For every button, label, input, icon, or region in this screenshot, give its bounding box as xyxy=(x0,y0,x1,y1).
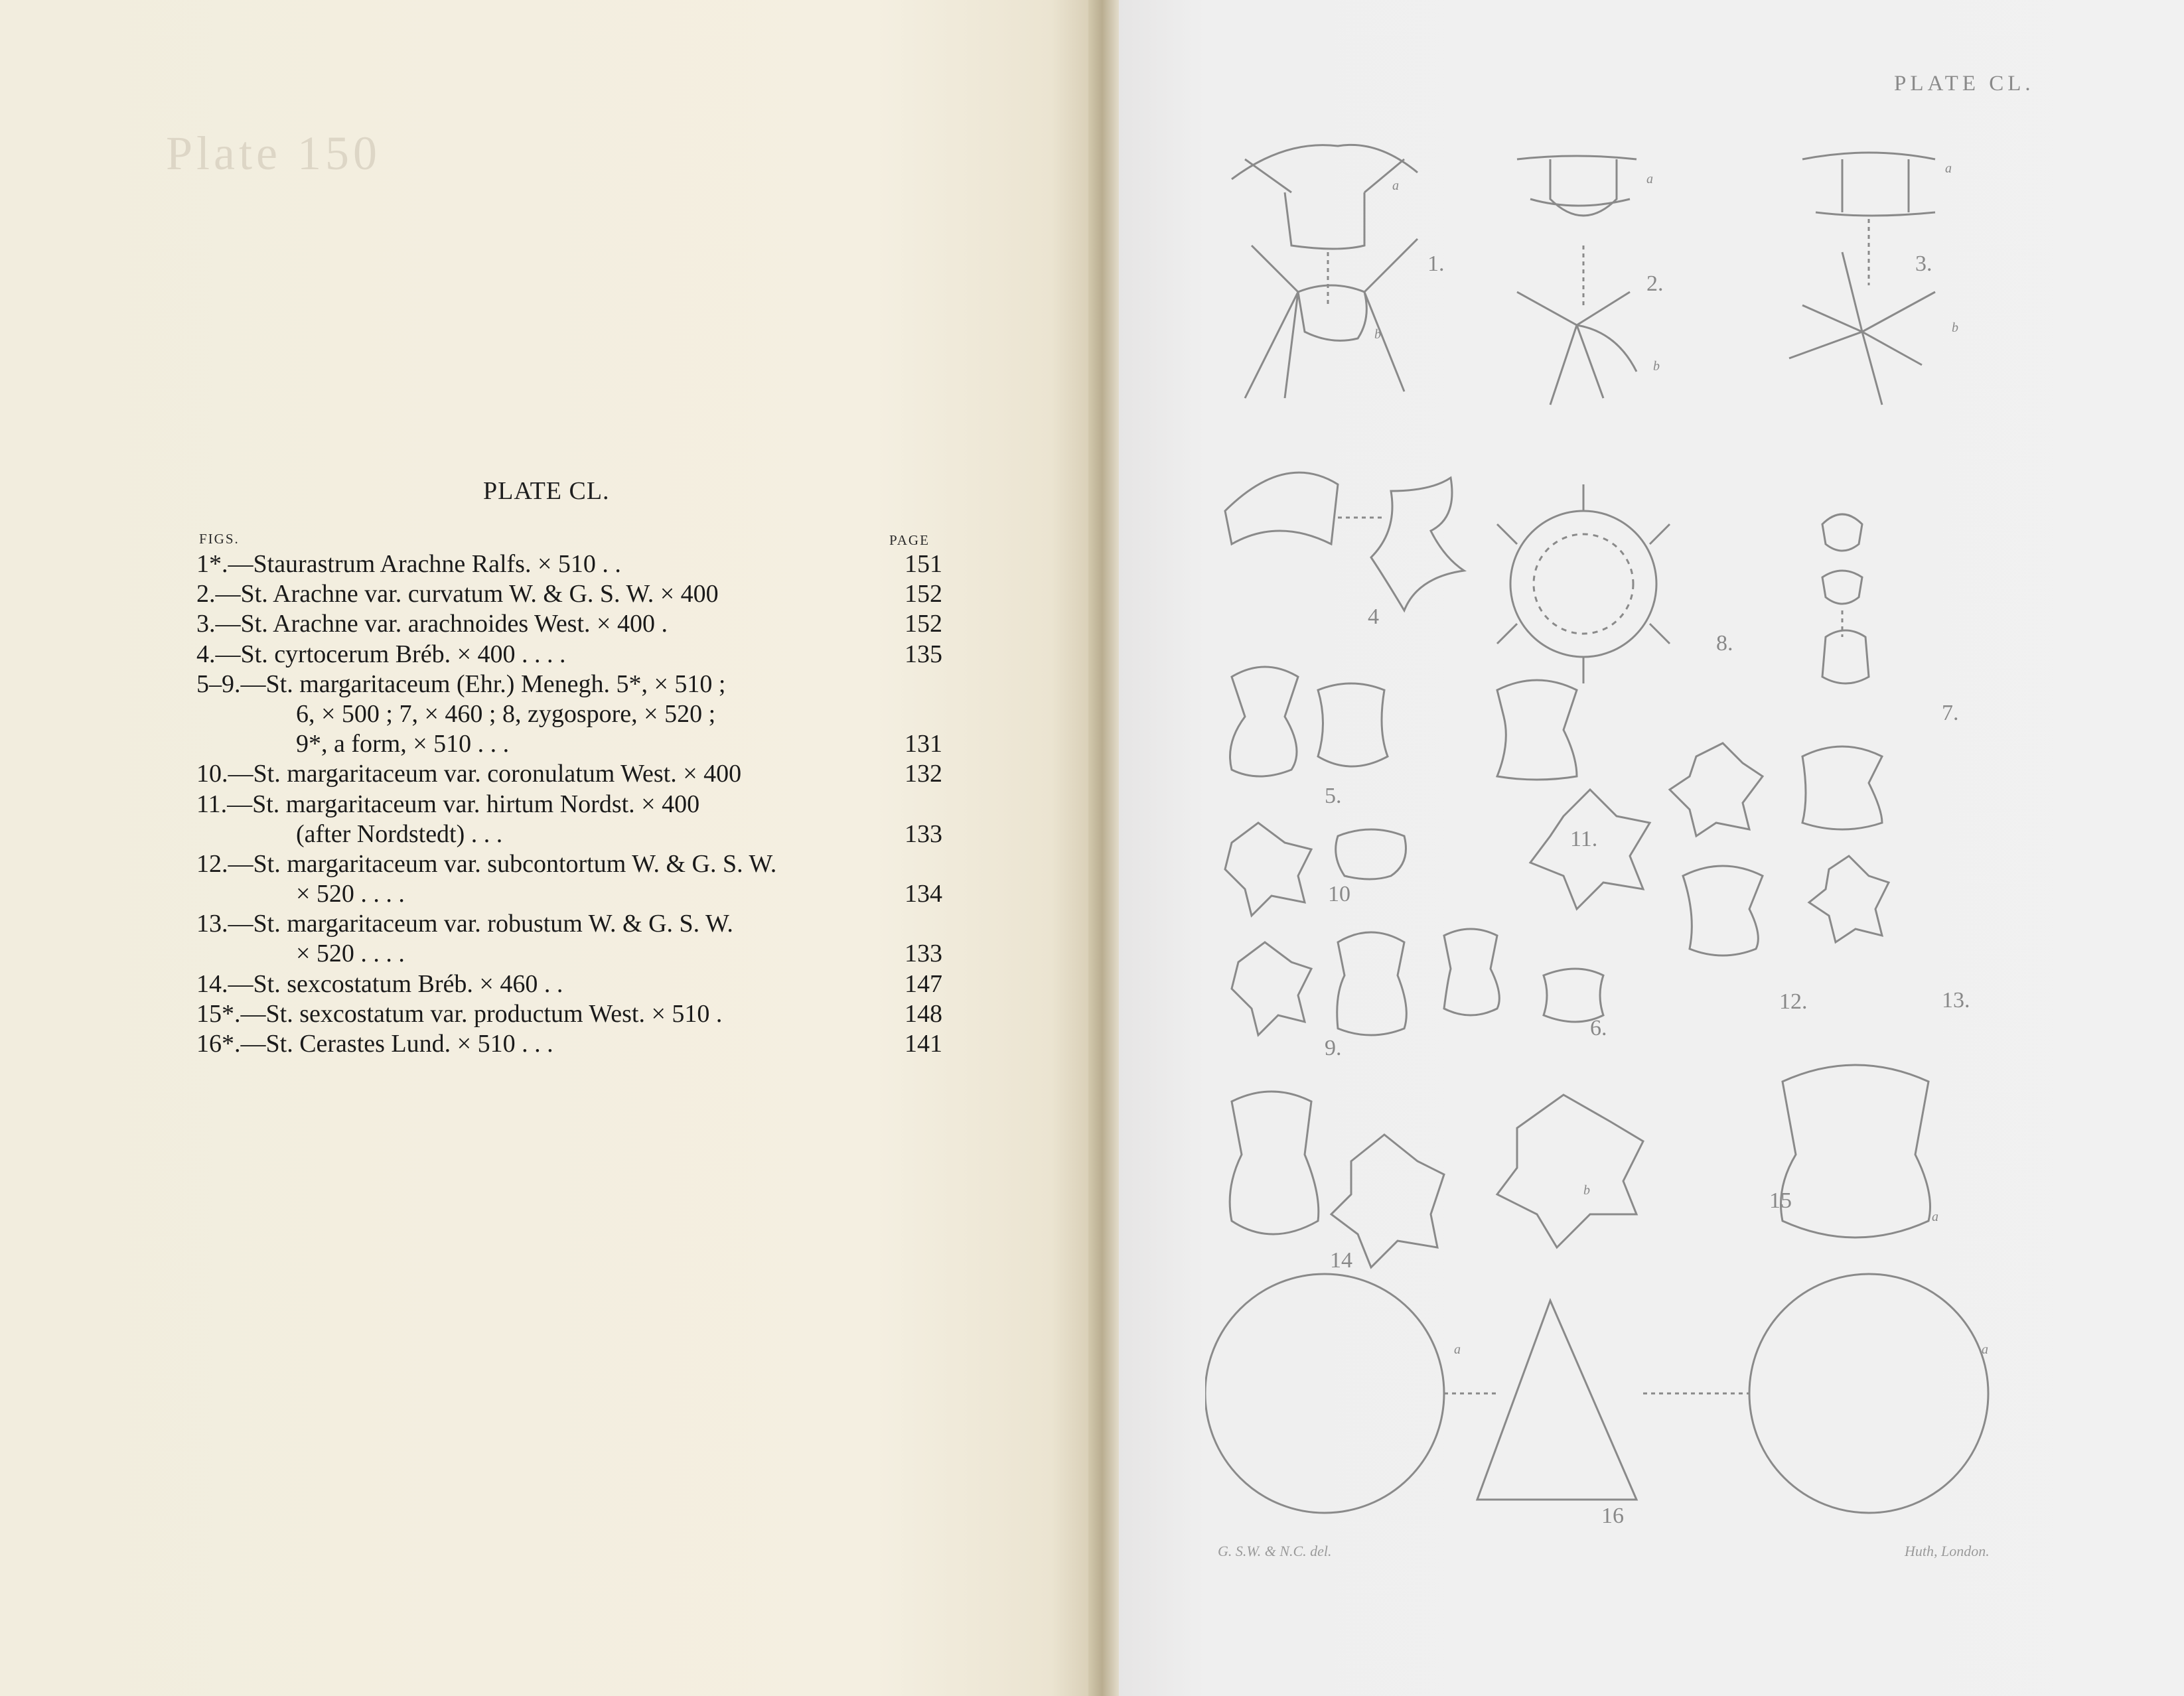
legend-text: 9*, a form, × 510 . . . xyxy=(296,730,510,758)
figure-11 xyxy=(1497,680,1650,909)
credit-delineator: G. S.W. & N.C. del. xyxy=(1218,1543,1332,1559)
legend-line xyxy=(196,939,942,969)
legend-entry xyxy=(196,849,942,909)
figure-number: 5. xyxy=(1325,784,1342,808)
legend-line xyxy=(196,579,942,609)
legend-page-number: 134 xyxy=(905,880,942,908)
sub-label-b: b xyxy=(1653,359,1660,374)
figure-16 xyxy=(1205,1274,1988,1513)
sub-label-b: b xyxy=(1583,1183,1590,1198)
legend-line xyxy=(196,699,942,729)
legend-text: 12.—St. margaritaceum var. subcontortum W. & G. S. W. xyxy=(196,849,777,878)
legend-page-number: 133 xyxy=(905,819,942,848)
figure-2 xyxy=(1517,156,1637,405)
figure-number: 11. xyxy=(1570,827,1598,851)
plate-header: PLATE CL. xyxy=(1894,72,2035,96)
figure-number: 15 xyxy=(1769,1188,1792,1213)
legend-line xyxy=(196,909,942,939)
figure-number: 12. xyxy=(1779,989,1808,1014)
legend-line xyxy=(196,640,942,670)
legend-text: 5–9.—St. margaritaceum (Ehr.) Menegh. 5*, × 510 ; xyxy=(196,670,726,698)
legend-line xyxy=(196,609,942,639)
page-header: PAGE xyxy=(889,532,930,548)
legend-line xyxy=(196,999,942,1029)
sub-label-a: a xyxy=(1454,1342,1461,1357)
figure-12 xyxy=(1670,743,1763,955)
figure-number: 9. xyxy=(1325,1036,1342,1060)
legend-entry xyxy=(196,1029,942,1059)
sub-label-b: b xyxy=(1374,327,1381,342)
figure-4 xyxy=(1225,472,1464,610)
sub-label-a: a xyxy=(1982,1342,1988,1357)
figure-13 xyxy=(1802,746,1889,942)
legend-text: 2.—St. Arachne var. curvatum W. & G. S. W. × 400 xyxy=(196,580,719,608)
figure-5 xyxy=(1230,667,1388,776)
figs-header: FIGS. xyxy=(199,531,240,547)
figure-3 xyxy=(1789,153,1935,405)
legend-text: 1*.—Staurastrum Arachne Ralfs. × 510 . . xyxy=(196,550,621,578)
sub-label-b: b xyxy=(1952,320,1958,335)
legend-text: × 520 . . . . xyxy=(296,940,405,968)
plate-illustrations xyxy=(1205,119,2068,1546)
legend-text: 3.—St. Arachne var. arachnoides West. × 400 . xyxy=(196,610,668,638)
legend-page-number: 141 xyxy=(905,1030,942,1058)
sub-label-a: a xyxy=(1392,178,1399,193)
figure-number: 13. xyxy=(1942,988,1970,1013)
legend-entry xyxy=(196,609,942,639)
sub-label-a: a xyxy=(1932,1210,1938,1224)
legend-line xyxy=(196,819,942,849)
legend-text: (after Nordstedt) . . . xyxy=(296,819,503,848)
legend-text: 16*.—St. Cerastes Lund. × 510 . . . xyxy=(196,1030,553,1058)
legend-page-number: 131 xyxy=(905,730,942,758)
legend-page-number: 148 xyxy=(905,999,942,1028)
figure-9 xyxy=(1232,932,1406,1035)
legend-page-number: 152 xyxy=(905,610,942,638)
legend-text: 10.—St. margaritaceum var. coronulatum West. × 400 xyxy=(196,760,742,788)
legend-text: 11.—St. margaritaceum var. hirtum Nordst. × 400 xyxy=(196,790,700,818)
sub-label-a: a xyxy=(1945,161,1952,176)
figure-number: 16 xyxy=(1601,1504,1624,1528)
sub-label-a: a xyxy=(1646,172,1653,186)
legend-text: 6, × 500 ; 7, × 460 ; 8, zygospore, × 520 ; xyxy=(296,699,716,728)
legend-line xyxy=(196,729,942,759)
legend-page-number: 147 xyxy=(905,969,942,998)
legend-line xyxy=(196,1029,942,1059)
figure-number: 4 xyxy=(1368,604,1379,629)
legend-entry xyxy=(196,579,942,609)
legend-line xyxy=(196,969,942,999)
credit-printer: Huth, London. xyxy=(1905,1543,1990,1559)
legend-line xyxy=(196,759,942,789)
legend-page-number: 152 xyxy=(905,580,942,608)
legend-page-number: 133 xyxy=(905,940,942,968)
legend-page-number: 151 xyxy=(905,550,942,578)
figure-7 xyxy=(1822,514,1869,683)
figure-15 xyxy=(1497,1065,1930,1247)
figure-number: 2. xyxy=(1646,271,1664,296)
legend-entry xyxy=(196,759,942,789)
plate-title: PLATE CL. xyxy=(483,477,610,505)
right-page xyxy=(1119,0,2184,1696)
legend-line xyxy=(196,879,942,909)
figure-number: 10 xyxy=(1328,882,1350,906)
legend-text: 13.—St. margaritaceum var. robustum W. & G. S. W. xyxy=(196,910,733,938)
figure-number: 3. xyxy=(1915,251,1932,276)
figure-1 xyxy=(1232,145,1418,398)
legend-entry xyxy=(196,670,942,760)
figure-number: 8. xyxy=(1716,631,1733,656)
figure-number: 6. xyxy=(1590,1016,1607,1040)
legend-text: 4.—St. cyrtocerum Bréb. × 400 . . . . xyxy=(196,640,566,668)
figure-6 xyxy=(1444,929,1603,1022)
legend-entry xyxy=(196,969,942,999)
figure-legend xyxy=(196,549,942,1059)
book-spine xyxy=(1088,0,1119,1696)
figure-number: 7. xyxy=(1942,701,1959,725)
figure-number: 1. xyxy=(1427,251,1445,276)
legend-text: 15*.—St. sexcostatum var. productum West. × 510 . xyxy=(196,999,723,1028)
legend-entry xyxy=(196,549,942,579)
ghost-mark: Plate 150 xyxy=(166,127,381,180)
legend-line xyxy=(196,549,942,579)
legend-text: 14.—St. sexcostatum Bréb. × 460 . . xyxy=(196,969,563,998)
figure-14 xyxy=(1230,1092,1444,1267)
legend-page-number: 135 xyxy=(905,640,942,668)
legend-line xyxy=(196,670,942,699)
legend-text: × 520 . . . . xyxy=(296,880,405,908)
legend-page-number: 132 xyxy=(905,760,942,788)
figure-number: 14 xyxy=(1330,1248,1352,1273)
legend-line xyxy=(196,790,942,819)
figure-8 xyxy=(1497,484,1670,683)
legend-entry xyxy=(196,909,942,969)
figure-10 xyxy=(1225,823,1406,916)
legend-line xyxy=(196,849,942,879)
legend-entry xyxy=(196,999,942,1029)
legend-entry xyxy=(196,640,942,670)
legend-entry xyxy=(196,790,942,849)
